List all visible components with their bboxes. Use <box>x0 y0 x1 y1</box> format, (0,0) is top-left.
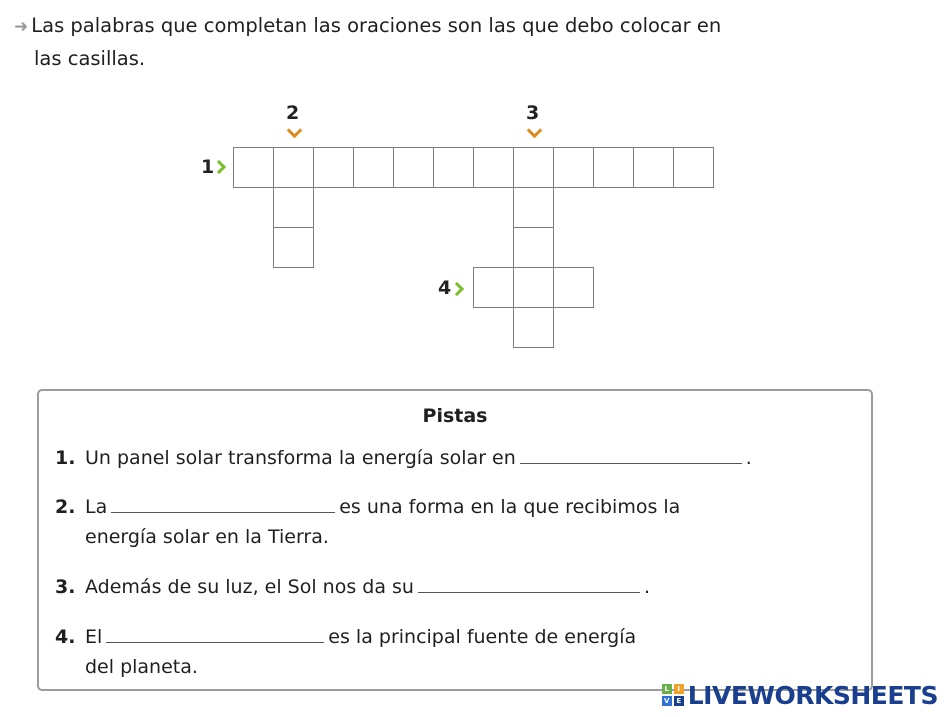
clue-text-end: es la principal fuente de energía <box>328 626 637 648</box>
arrow-right-icon: ➜ <box>14 17 29 37</box>
instruction-line-1: Las palabras que completan las oraciones son las que debo colocar en <box>31 14 722 37</box>
crossword-cell[interactable] <box>473 147 514 188</box>
chevron-down-icon <box>527 123 543 139</box>
liveworksheets-logo <box>662 681 938 709</box>
crossword-cell[interactable] <box>313 147 354 188</box>
clue-number: 1. <box>55 447 76 469</box>
clue-text-end: . <box>643 576 650 598</box>
answer-blank <box>520 445 742 464</box>
crossword-cell[interactable] <box>513 267 554 308</box>
clue-text-end: es una forma en la que recibimos la <box>339 496 681 518</box>
clue-number-1: 1 <box>201 156 215 178</box>
clue-number-2: 2 <box>286 102 300 124</box>
answer-blank <box>106 624 324 643</box>
crossword-cell[interactable] <box>393 147 434 188</box>
crossword-cell[interactable] <box>553 267 594 308</box>
clue-text-end: . <box>745 447 752 469</box>
crossword-cell[interactable] <box>473 267 514 308</box>
clue-text: La <box>85 496 108 518</box>
clue-text: Un panel solar transforma la energía solar en <box>85 447 516 469</box>
clue-text: Además de su luz, el Sol nos da su <box>85 576 414 598</box>
clue-2 <box>55 492 680 552</box>
clue-text-continued: del planeta. <box>85 656 198 678</box>
clue-number-3: 3 <box>526 102 540 124</box>
crossword-cell[interactable] <box>513 227 554 268</box>
clue-number: 4. <box>55 626 76 648</box>
crossword-cell[interactable] <box>673 147 714 188</box>
crossword-cell[interactable] <box>273 227 314 268</box>
crossword-cell[interactable] <box>273 187 314 228</box>
clue-number: 2. <box>55 496 76 518</box>
crossword-cell[interactable] <box>513 307 554 348</box>
crossword-cell[interactable] <box>353 147 394 188</box>
chevron-right-icon <box>450 282 464 296</box>
crossword-cell[interactable] <box>553 147 594 188</box>
crossword-cell[interactable] <box>633 147 674 188</box>
crossword-cell[interactable] <box>513 147 554 188</box>
clue-number: 3. <box>55 576 76 598</box>
crossword-cell[interactable] <box>233 147 274 188</box>
logo-text: LIVEWORKSHEETS <box>687 680 938 710</box>
clue-number-4: 4 <box>438 277 452 299</box>
answer-blank <box>418 574 640 593</box>
crossword-cell[interactable] <box>273 147 314 188</box>
instruction <box>14 10 914 74</box>
clue-text: El <box>85 626 103 648</box>
crossword-cell[interactable] <box>433 147 474 188</box>
answer-blank <box>111 494 335 513</box>
logo-badge-icon: L I V E <box>662 684 684 706</box>
clues-title: Pistas <box>422 405 488 427</box>
crossword-cell[interactable] <box>593 147 634 188</box>
clues-box <box>37 389 873 691</box>
instruction-line-2: las casillas. <box>34 47 146 70</box>
clue-1 <box>55 443 752 473</box>
chevron-down-icon <box>287 123 303 139</box>
clue-4 <box>55 622 636 682</box>
clue-text-continued: energía solar en la Tierra. <box>85 526 329 548</box>
clue-3 <box>55 572 650 602</box>
crossword-cell[interactable] <box>513 187 554 228</box>
